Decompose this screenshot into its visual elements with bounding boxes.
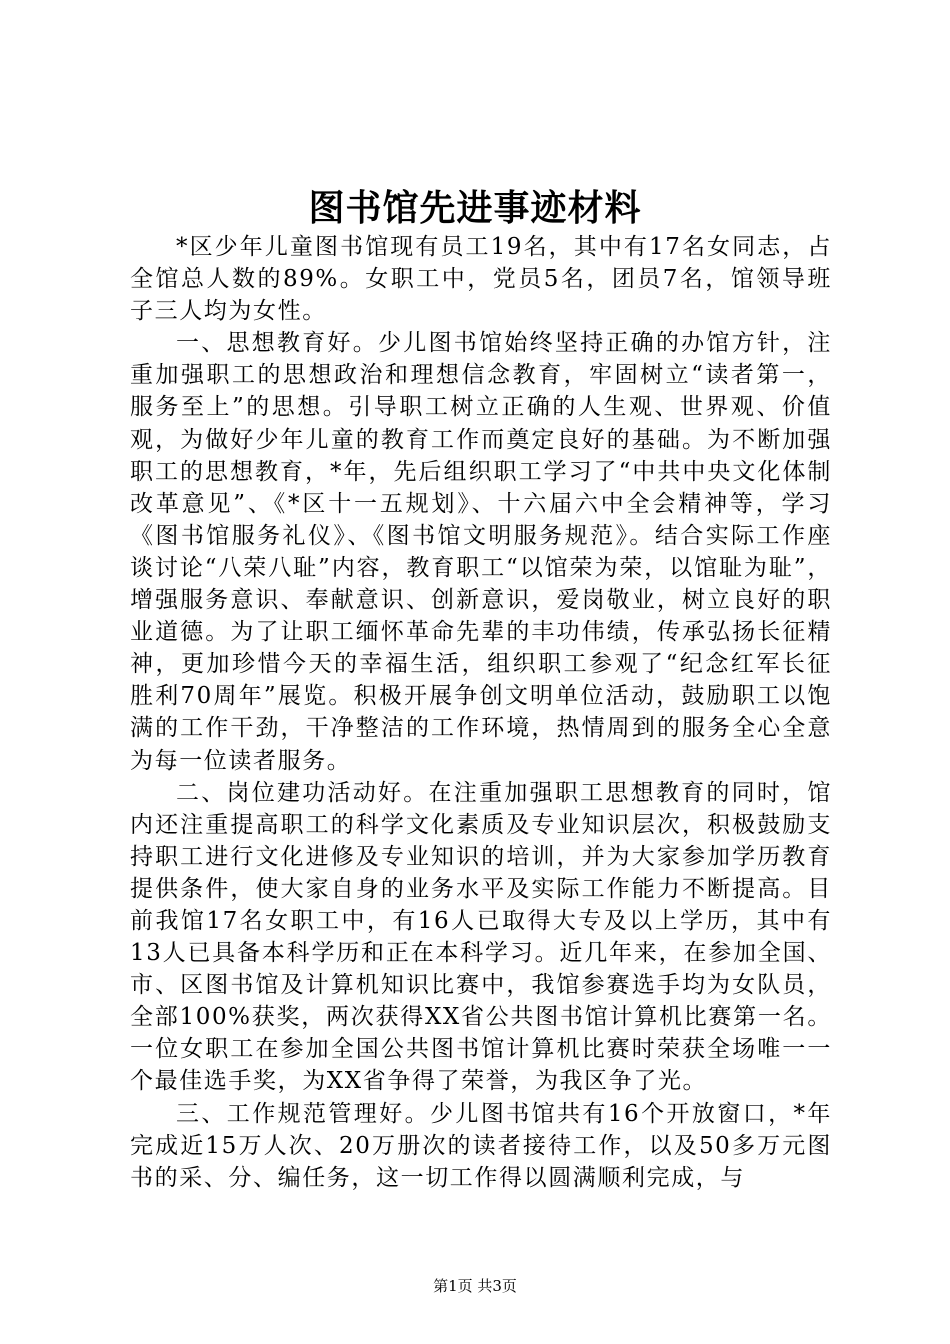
paragraph-work-management: 三、工作规范管理好。少儿图书馆共有16个开放窗口，*年完成近15万人次、20万册次的读者接待工作，以及50多万元图书的采、分、编任务，这一切工作得以圆满顺利完成，与 [130,1100,832,1191]
paragraph-ideological-education: 一、思想教育好。少儿图书馆始终坚持正确的办馆方针，注重加强职工的思想政治和理想信念教育，牢固树立“读者第一，服务至上”的思想。引导职工树立正确的人生观、世界观、价值观，为做好少年儿童的教育工作而奠定良好的基础。为不断加强职工的思想教育，*年，先后组织职工学习了“中共中央文化体制改革意见”、《*区十一五规划》、十六届六中全会精神等，学习《图书馆服务礼仪》、《图书馆文明服务规范》。结合实际工作座谈讨论“八荣八耻”内容，教育职工“以馆荣为荣，以馆耻为耻”，增强服务意识、奉献意识、创新意识，爱岗敬业，树立良好的职业道德。为了让职工缅怀革命先辈的丰功伟绩，传承弘扬长征精神，更加珍惜今天的幸福生活，组织职工参观了“纪念红军长征胜利70周年”展览。积极开展争创文明单位活动，鼓励职工以饱满的工作干劲，干净整洁的工作环境，热情周到的服务全心全意为每一位读者服务。 [130,330,832,774]
document-body [130,231,832,1194]
paragraph-job-achievement: 二、岗位建功活动好。在注重加强职工思想教育的同时，馆内还注重提高职工的科学文化素质及专业知识层次，积极鼓励支持职工进行文化进修及专业知识的培训，并为大家参加学历教育提供条件，使大家自身的业务水平及实际工作能力不断提高。目前我馆17名女职工中，有16人已取得大专及以上学历，其中有13人已具备本科学历和正在本科学习。近几年来，在参加全国、市、区图书馆及计算机知识比赛中，我馆参赛选手均为女队员，全部100%获奖，两次获得XX省公共图书馆计算机比赛第一名。一位女职工在参加全国公共图书馆计算机比赛时荣获全场唯一一个最佳选手奖，为XX省争得了荣誉，为我区争了光。 [130,779,832,1095]
paragraph-intro: *区少年儿童图书馆现有员工19名，其中有17名女同志，占全馆总人数的89%。女职工中，党员5名，团员7名，馆领导班子三人均为女性。 [130,234,832,325]
document-title: 图书馆先进事迹材料 [308,187,642,229]
page-number-footer: 第1页 共3页 [433,1277,517,1295]
